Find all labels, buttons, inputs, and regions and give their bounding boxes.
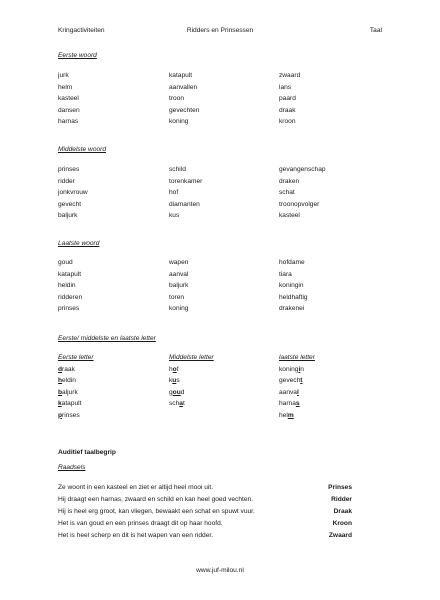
word-cell: jonkvrouw bbox=[58, 189, 88, 196]
word-cell: heldhaftig bbox=[279, 293, 308, 301]
word-cell: paard bbox=[279, 95, 296, 102]
page-header bbox=[58, 27, 382, 37]
letter-word bbox=[279, 366, 304, 373]
word-cell: aanval bbox=[169, 270, 189, 278]
word-part: raak bbox=[62, 365, 75, 373]
word-row bbox=[58, 294, 388, 306]
letter-word bbox=[279, 400, 300, 407]
letter-row bbox=[58, 412, 388, 424]
word-row bbox=[58, 72, 388, 84]
word-row bbox=[58, 189, 388, 201]
word-cell: ridderen bbox=[58, 293, 83, 301]
word-part: hel bbox=[279, 411, 288, 419]
word-cell: wapen bbox=[169, 259, 189, 266]
letter-word bbox=[279, 412, 294, 419]
marked-letter: ou bbox=[172, 388, 181, 396]
letter-row bbox=[58, 377, 388, 389]
word-cell: goud bbox=[58, 259, 73, 266]
word-cell: heldin bbox=[58, 282, 76, 289]
letter-word bbox=[279, 389, 299, 396]
riddle-question: Ze woont in een kasteel en ziet er altijd heel mooi uit. bbox=[58, 484, 214, 491]
riddle-row bbox=[58, 532, 352, 544]
word-cell: koningin bbox=[279, 282, 304, 289]
word-cell: prinses bbox=[58, 166, 80, 173]
riddle-answer: Zwaard bbox=[328, 532, 352, 539]
letter-header: laatste letter bbox=[279, 354, 315, 361]
letter-row bbox=[58, 366, 388, 378]
word-cell: ridder bbox=[58, 177, 75, 185]
marked-letter: a bbox=[179, 400, 183, 407]
word-part: k bbox=[169, 377, 173, 384]
riddle-row bbox=[58, 484, 352, 496]
word-cell: gevecht bbox=[58, 200, 82, 208]
word-row bbox=[58, 305, 388, 317]
letter-row bbox=[58, 400, 388, 412]
word-row bbox=[58, 271, 388, 283]
word-cell: prinses bbox=[58, 305, 80, 312]
letter-word bbox=[58, 366, 75, 373]
word-row bbox=[58, 118, 388, 130]
word-row bbox=[58, 212, 388, 224]
letter-word bbox=[279, 377, 302, 384]
letter-grid bbox=[58, 354, 388, 423]
word-part: g bbox=[169, 388, 173, 396]
word-part: t bbox=[182, 400, 185, 407]
section-subtitle-raadsels: Raadsels bbox=[58, 464, 86, 471]
riddle-row bbox=[58, 508, 352, 520]
letter-row bbox=[58, 389, 388, 401]
section-title-middelste-woord: Middelste woord bbox=[58, 146, 107, 153]
word-cell: katapult bbox=[169, 72, 193, 79]
riddle-question: Het is van goud en een prinses draagt dit op haar hoofd. bbox=[58, 520, 223, 527]
word-part: h bbox=[169, 365, 173, 373]
word-row bbox=[58, 95, 388, 107]
letter-header-row bbox=[58, 354, 388, 366]
marked-letter: s bbox=[295, 400, 300, 407]
marked-letter: u bbox=[172, 377, 177, 384]
marked-letter: o bbox=[172, 365, 177, 373]
word-row bbox=[58, 166, 388, 178]
word-cell: baljurk bbox=[58, 212, 78, 219]
word-part: s bbox=[176, 377, 180, 384]
section-title-auditief: Auditief taalbegrip bbox=[58, 449, 116, 456]
word-cell: baljurk bbox=[169, 282, 189, 289]
marked-letter: h bbox=[58, 377, 63, 384]
word-cell: koning bbox=[169, 118, 189, 125]
word-row bbox=[58, 259, 388, 271]
word-cell: jurk bbox=[58, 72, 69, 79]
letter-word bbox=[169, 377, 180, 384]
marked-letter: i bbox=[298, 365, 301, 373]
letter-word bbox=[169, 400, 185, 407]
word-part: harna bbox=[279, 400, 296, 407]
word-cell: draken bbox=[279, 177, 300, 185]
word-cell: gevangenschap bbox=[279, 166, 326, 173]
riddle-answer: Kroon bbox=[332, 520, 352, 527]
header-right: Taal bbox=[369, 27, 382, 34]
word-part: n bbox=[300, 365, 304, 373]
section-title-letters: Eerste/ middelste en laatste letter bbox=[58, 335, 156, 342]
word-part: aanva bbox=[279, 388, 297, 396]
word-cell: drakenei bbox=[279, 305, 305, 312]
letter-word bbox=[169, 389, 184, 396]
marked-letter: t bbox=[300, 377, 303, 384]
riddle-row bbox=[58, 520, 352, 532]
word-grid-laatste bbox=[58, 259, 388, 317]
word-cell: zwaard bbox=[279, 72, 301, 79]
word-part: aljurk bbox=[62, 388, 78, 396]
riddle-question: Het is heel scherp en dit is het wapen van een ridder. bbox=[58, 532, 214, 539]
section-title-eerste-woord: Eerste woord bbox=[58, 52, 97, 59]
word-cell: katapult bbox=[58, 270, 82, 278]
riddle-answer: Ridder bbox=[331, 496, 352, 503]
word-cell: draak bbox=[279, 106, 296, 114]
word-cell: dansen bbox=[58, 106, 80, 114]
marked-letter: l bbox=[296, 388, 299, 396]
word-cell: gevechten bbox=[169, 106, 200, 114]
word-part: atapult bbox=[61, 400, 82, 407]
word-part: gevech bbox=[279, 377, 301, 384]
word-grid-middelste bbox=[58, 166, 388, 224]
word-cell: schild bbox=[169, 166, 186, 173]
marked-letter: b bbox=[58, 388, 63, 396]
word-row bbox=[58, 107, 388, 119]
word-cell: harnas bbox=[58, 118, 79, 125]
riddle-question: Hij draagt een harnas, zwaard en schild en kan heel goed vechten. bbox=[58, 496, 254, 503]
word-cell: helm bbox=[58, 83, 73, 91]
letter-word bbox=[58, 389, 78, 396]
word-row bbox=[58, 201, 388, 213]
word-row bbox=[58, 84, 388, 96]
letter-word bbox=[58, 377, 76, 384]
word-grid-eerste bbox=[58, 72, 388, 130]
word-cell: diamanten bbox=[169, 200, 200, 208]
word-cell: lans bbox=[279, 83, 292, 91]
word-cell: torenkamer bbox=[169, 177, 203, 185]
word-cell: kasteel bbox=[279, 212, 300, 219]
marked-letter: p bbox=[58, 411, 63, 419]
riddle-row bbox=[58, 496, 352, 508]
word-cell: troonopvolger bbox=[279, 200, 320, 208]
marked-letter: k bbox=[58, 400, 62, 407]
riddle-question: Hij is heel erg groot, kan vliegen, bewaakt een schat en spuwt vuur. bbox=[58, 508, 255, 515]
word-part: koning bbox=[279, 365, 299, 373]
word-cell: koning bbox=[169, 305, 189, 312]
letter-word bbox=[58, 400, 81, 407]
word-row bbox=[58, 282, 388, 294]
word-part: sch bbox=[169, 400, 180, 407]
word-cell: kroon bbox=[279, 118, 296, 125]
word-cell: schat bbox=[279, 189, 295, 196]
word-part: rinses bbox=[62, 411, 80, 419]
word-cell: kus bbox=[169, 212, 180, 219]
word-cell: kasteel bbox=[58, 95, 79, 102]
word-cell: hof bbox=[169, 189, 179, 196]
header-center: Ridders en Prinsessen bbox=[186, 27, 254, 34]
riddle-list bbox=[58, 484, 352, 544]
word-part: d bbox=[180, 388, 185, 396]
word-part: f bbox=[176, 365, 179, 373]
word-row bbox=[58, 178, 388, 190]
footer-website: www.juf-milou.nl bbox=[196, 567, 244, 574]
letter-word bbox=[58, 412, 80, 419]
word-cell: hofdame bbox=[279, 259, 305, 266]
letter-header: Eerste letter bbox=[58, 354, 94, 361]
riddle-answer: Draak bbox=[333, 508, 352, 515]
letter-header: Middelste letter bbox=[169, 354, 214, 361]
marked-letter: d bbox=[58, 365, 63, 373]
word-cell: tiara bbox=[279, 270, 292, 278]
letter-word bbox=[169, 366, 179, 373]
section-title-laatste-woord: Laatste woord bbox=[58, 240, 100, 247]
marked-letter: m bbox=[287, 411, 294, 419]
header-left: Kringactiviteiten bbox=[58, 27, 105, 34]
riddle-answer: Prinses bbox=[328, 484, 352, 491]
word-cell: aanvallen bbox=[169, 83, 198, 91]
word-part: eldin bbox=[62, 377, 76, 384]
word-cell: toren bbox=[169, 293, 185, 301]
word-cell: troon bbox=[169, 95, 185, 102]
